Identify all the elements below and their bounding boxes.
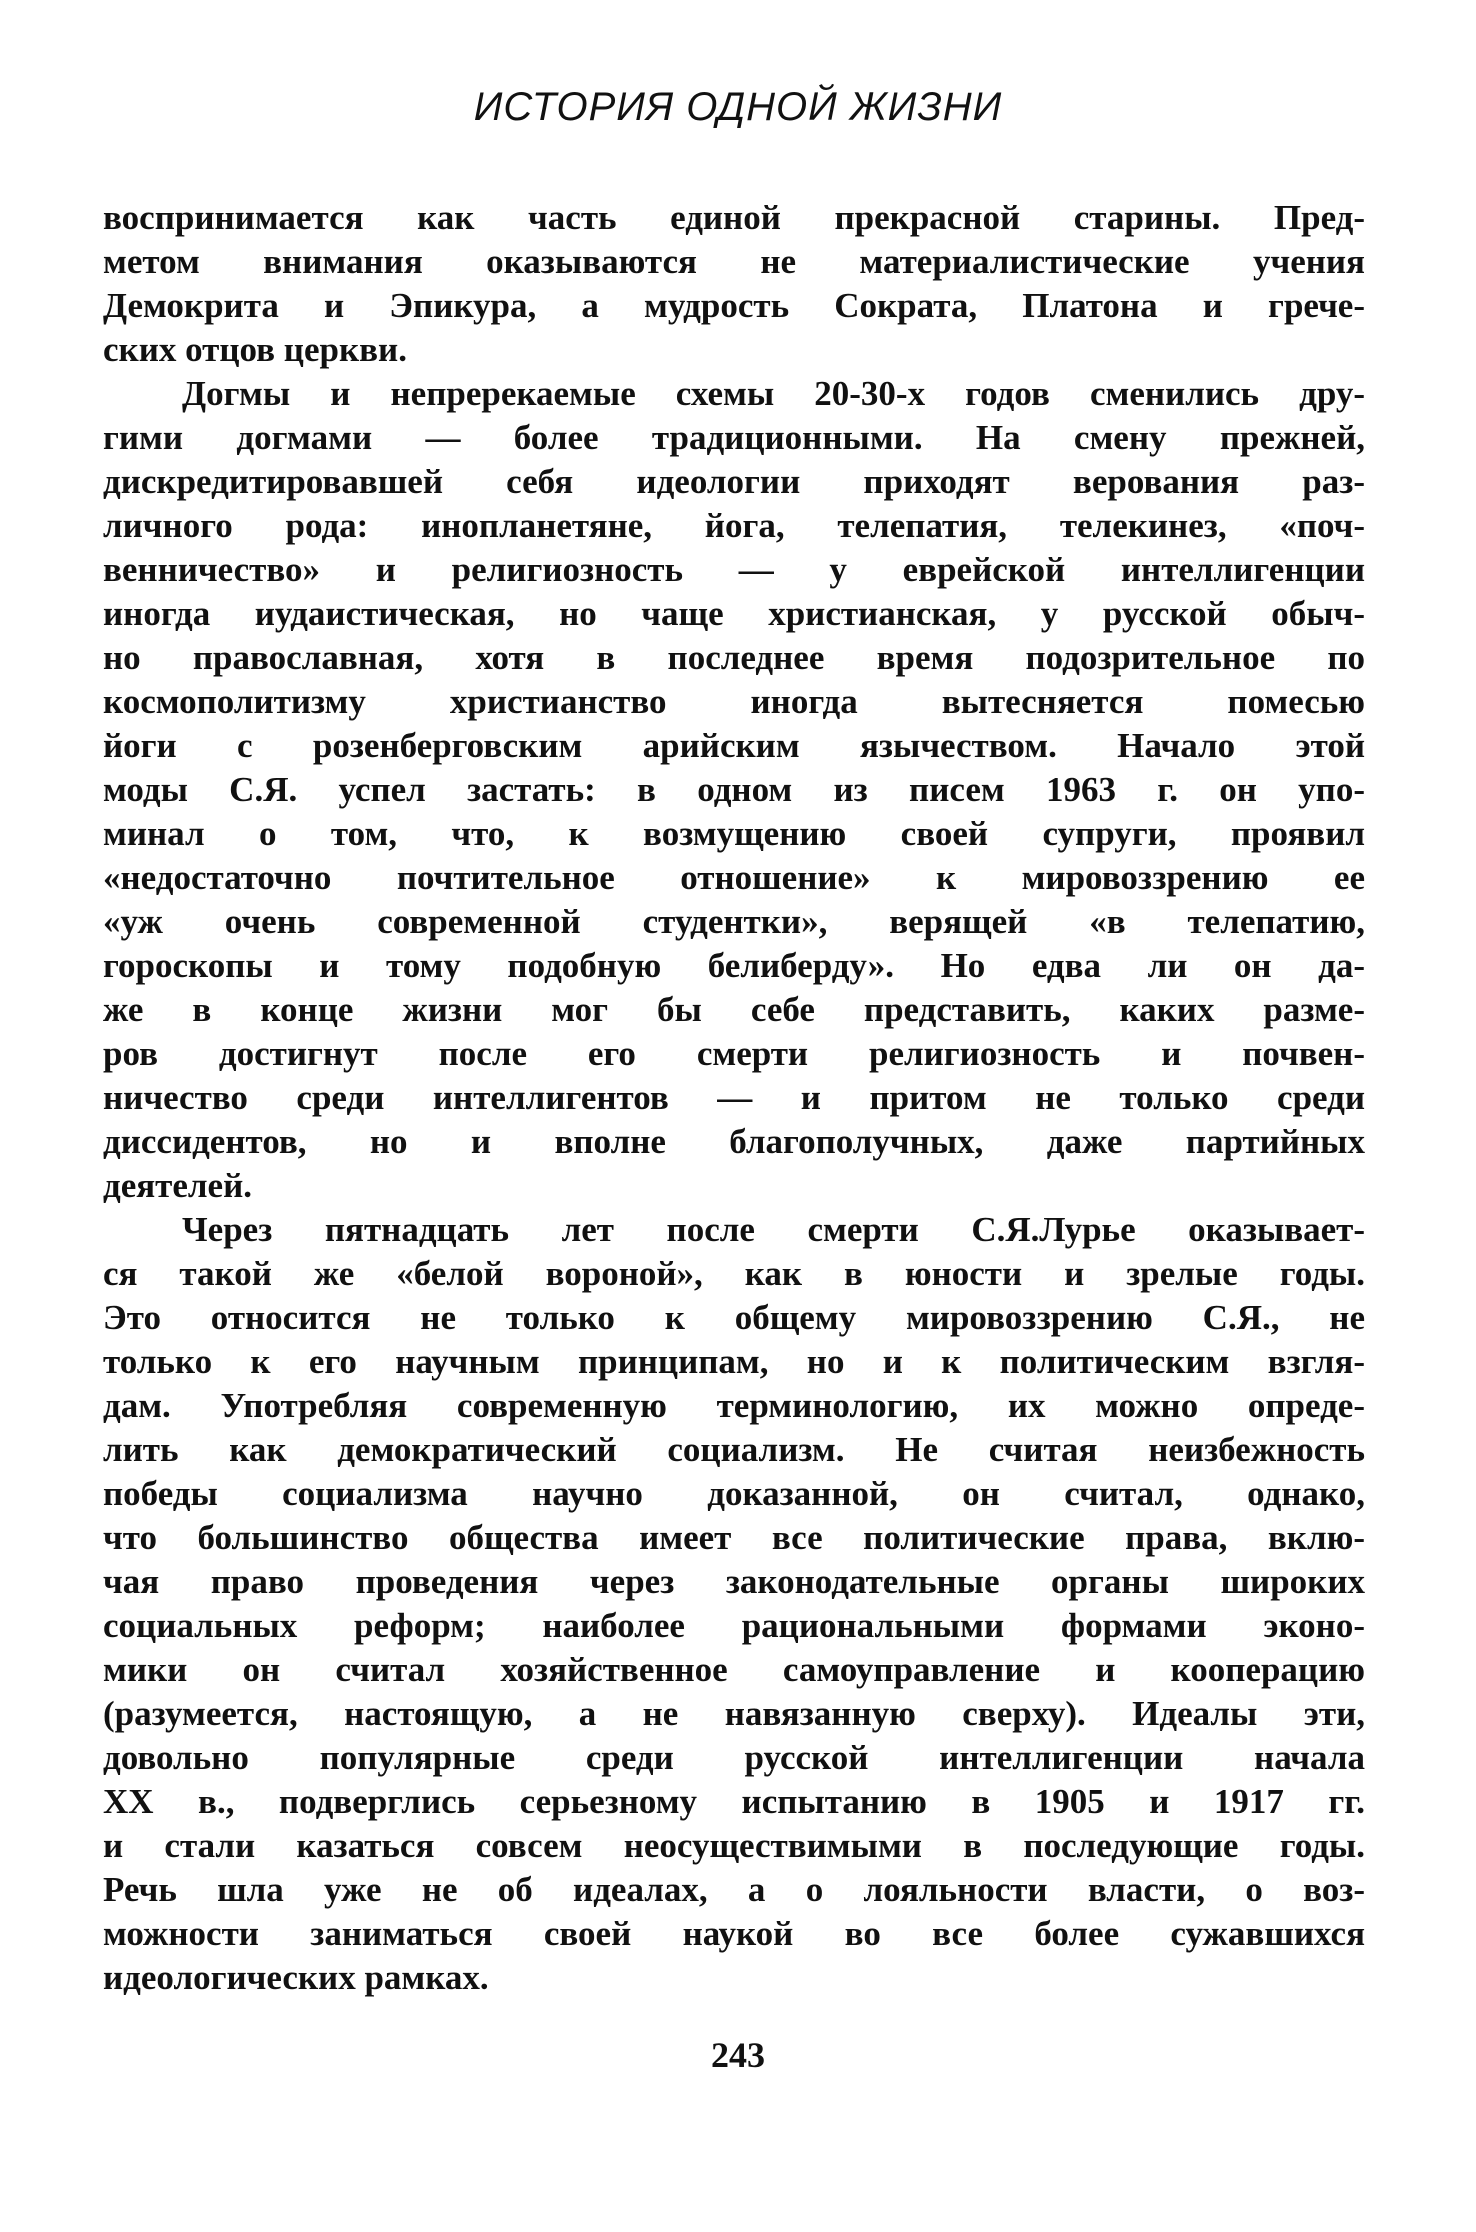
text-line: космополитизму христианство иногда вытесняется помесью [103, 682, 1365, 721]
text-line: что большинство общества имеет все политические права, вклю- [103, 1518, 1365, 1557]
paragraph-2 [103, 372, 1365, 1208]
text-line: Речь шла уже не об идеалах, а о лояльности власти, о воз- [103, 1870, 1365, 1909]
text-line: диссидентов, но и вполне благополучных, даже партийных [103, 1122, 1365, 1161]
text-line: дискредитировавшей себя идеологии приходят верования раз- [103, 462, 1365, 501]
text-line: Через пятнадцать лет после смерти С.Я.Лурье оказывает- [182, 1210, 1365, 1249]
text-line: «недостаточно почтительное отношение» к мировоззрению ее [103, 858, 1365, 897]
text-line: победы социализма научно доказанной, он считал, однако, [103, 1474, 1365, 1513]
text-line: идеологических рамках. [103, 1958, 489, 1997]
text-line: «уж очень современной студентки», верящей «в телепатию, [103, 902, 1365, 941]
text-line: ничество среди интеллигентов — и притом не только среди [103, 1078, 1365, 1117]
text-line: довольно популярные среди русской интеллигенции начала [103, 1738, 1365, 1777]
text-line: дам. Употребляя современную терминологию, их можно опреде- [103, 1386, 1365, 1425]
text-line: иногда иудаистическая, но чаще христианская, у русской обыч- [103, 594, 1365, 633]
text-line: ских отцов церкви. [103, 330, 407, 369]
text-line: мики он считал хозяйственное самоуправление и кооперацию [103, 1650, 1365, 1689]
body-text [103, 196, 1365, 2000]
text-line: гими догмами — более традиционными. На смену прежней, [103, 418, 1365, 457]
text-line: только к его научным принципам, но и к политическим взгля- [103, 1342, 1365, 1381]
paragraph-1 [103, 196, 1365, 372]
text-line: социальных реформ; наиболее рациональными формами эконо- [103, 1606, 1365, 1645]
text-line: лить как демократический социализм. Не считая неизбежность [103, 1430, 1365, 1469]
text-line: гороскопы и тому подобную белиберду». Но едва ли он да- [103, 946, 1365, 985]
text-line: же в конце жизни мог бы себе представить, каких разме- [103, 990, 1365, 1029]
text-line: Демокрита и Эпикура, а мудрость Сократа, Платона и грече- [103, 286, 1365, 325]
text-line: йоги с розенберговским арийским язычеством. Начало этой [103, 726, 1365, 765]
text-line: ся такой же «белой вороной», как в юности и зрелые годы. [103, 1254, 1365, 1293]
text-line: (разумеется, настоящую, а не навязанную сверху). Идеалы эти, [103, 1694, 1365, 1733]
text-line: деятелей. [103, 1166, 252, 1205]
text-line: воспринимается как часть единой прекрасной старины. Пред- [103, 198, 1365, 237]
page-number: 243 [711, 2035, 765, 2075]
text-line: но православная, хотя в последнее время подозрительное по [103, 638, 1365, 677]
text-line: можности заниматься своей наукой во все более сужавшихся [103, 1914, 1365, 1953]
text-line: XX в., подверглись серьезному испытанию в 1905 и 1917 гг. [103, 1782, 1365, 1821]
text-line: Догмы и непререкаемые схемы 20-30-х годов сменились дру- [182, 374, 1365, 413]
text-line: ров достигнут после его смерти религиозность и почвен- [103, 1034, 1365, 1073]
text-line: и стали казаться совсем неосуществимыми в последующие годы. [103, 1826, 1365, 1865]
text-line: личного рода: инопланетяне, йога, телепатия, телекинез, «поч- [103, 506, 1365, 545]
running-title: ИСТОРИЯ ОДНОЙ ЖИЗНИ [473, 85, 1003, 129]
text-line: минал о том, что, к возмущению своей супруги, проявил [103, 814, 1365, 853]
text-line: метом внимания оказываются не материалистические учения [103, 242, 1365, 281]
paragraph-3 [103, 1208, 1365, 2000]
text-line: Это относится не только к общему мировоззрению С.Я., не [103, 1298, 1365, 1337]
text-line: венничество» и религиозность — у еврейской интеллигенции [103, 550, 1365, 589]
text-line: моды С.Я. успел застать: в одном из писем 1963 г. он упо- [103, 770, 1365, 809]
text-line: чая право проведения через законодательные органы широких [103, 1562, 1365, 1601]
